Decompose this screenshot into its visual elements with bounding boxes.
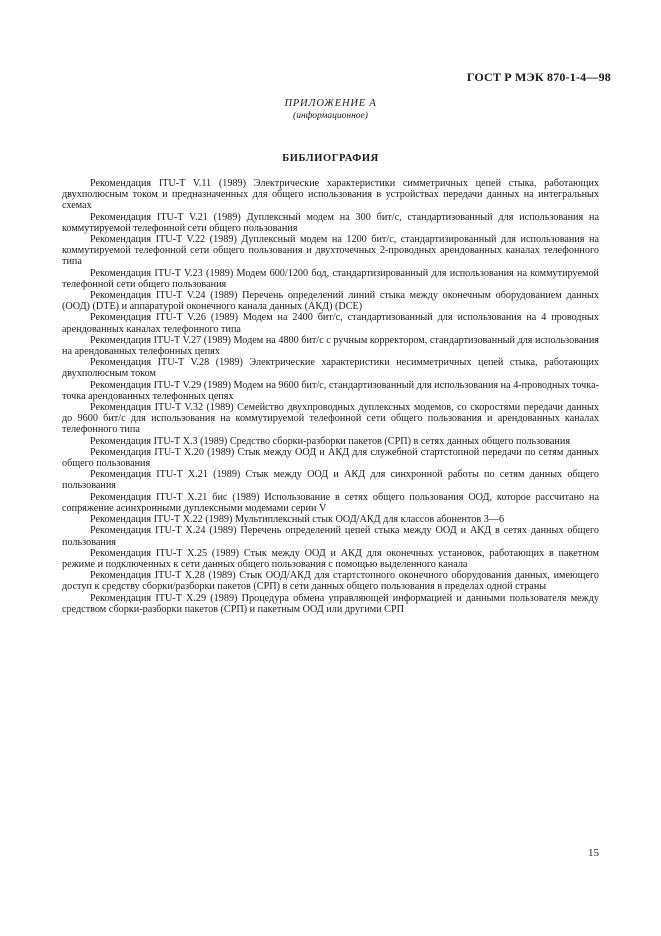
bibliography-entry: Рекомендация ITU-T V.21 (1989) Дуплексный модем на 300 бит/с, стандартизованный для использования на коммутируемой телефонной сети общего пользования [62,211,599,234]
page-number: 15 [588,847,599,859]
bibliography-entry: Рекомендация ITU-T X.21 (1989) Стык между ООД и АКД для синхронной работы по сетям данных общего пользования [62,469,599,492]
appendix-title: ПРИЛОЖЕНИЕ А [284,98,377,109]
bibliography-entry: Рекомендация ITU-T V.26 (1989) Модем на 2400 бит/с, стандартизованный для использования на 4 проводных арендованных каналах телефонного типа [62,312,599,335]
bibliography-entry: Рекомендация ITU-T V.27 (1989) Модем на 4800 бит/с с ручным корректором, стандартизованный для использования на арендованных телефонных цепях [62,334,599,358]
bibliography-entry: Рекомендация ITU-T X.21 бис (1989) Использование в сетях общего пользования ООД, которое рассчитано на сопряжение асинхронными дуплексными модемами серии V [62,491,599,514]
bibliography-entry: Рекомендация ITU-T V.29 (1989) Модем на 9600 бит/с, стандартизованный для использования на 4-проводных точка-точка арендованных телефонных цепях [62,379,599,402]
bibliography-entry: Рекомендация ITU-T V.22 (1989) Дуплексный модем на 1200 бит/с, стандартизированный для использования на коммутируемой телефонной сети общего пользования и двухточечных 2-проводных арендованных каналах телефонного типа [62,234,599,268]
appendix-heading [0,97,661,122]
bibliography-entry: Рекомендация ITU-T V.23 (1989) Модем 600/1200 бод, стандартизированный для использования на коммутируемой телефонной сети общего пользования [62,267,599,290]
bibliography-entry: Рекомендация ITU-T X.25 (1989) Стык между ООД и АКД для оконечных установок, работающих в пакетном режиме и подключенных к сети данных общего пользования с помощью выделенного канала [62,547,599,570]
bibliography-entry: Рекомендация ITU-T X.20 (1989) Стык между ООД и АКД для служебной стартстопной передачи по сетям данных общего пользования [62,446,599,470]
document-code: ГОСТ Р МЭК 870-1-4—98 [466,70,611,84]
bibliography-entry: Рекомендация ITU-T X.22 (1989) Мультиплексный стык ООД/АКД для классов абонентов 3—6 [90,514,505,526]
bibliography-entry: Рекомендация ITU-T V.28 (1989) Электрические характеристики несимметричных цепей стыка, работающих двухполюсным током [62,357,599,380]
bibliography-title: БИБЛИОГРАФИЯ [282,153,379,164]
bibliography-entry: Рекомендация ITU-T X.29 (1989) Процедура обмена управляющей информацией и данными пользователя между средством сборки-разборки пакетов (СРП) и пакетным ООД или другими СРП [62,592,599,615]
bibliography-entry: Рекомендация ITU-T V.24 (1989) Перечень определений линий стыка между оконечным оборудованием данных (ООД) (DTE) и аппаратурой оконечного канала данных (АКД) (DCE) [62,290,599,313]
bibliography-list [62,178,599,615]
bibliography-entry: Рекомендация ITU-T X.3 (1989) Средство сборки-разборки пакетов (СРП) в сетях данных общего пользования [90,435,570,447]
appendix-subtitle: (информационное) [293,111,368,121]
bibliography-entry: Рекомендация ITU-T V.11 (1989) Электрические характеристики симметричных цепей стыка, работающих двухполюсным током и предназначенных для общего использования в устройствах передачи данных на интегральных схемах [62,178,599,212]
bibliography-entry: Рекомендация ITU-T X.28 (1989) Стык ООД/АКД для стартстопного оконечного оборудования данных, имеющего доступ к средству сборки/разборки пакетов (СРП) в сети данных общего пользования в пределах одной страны [62,570,599,593]
bibliography-entry: Рекомендация ITU-T X.24 (1989) Перечень определений цепей стыка между ООД и АКД в сетях данных общего пользования [62,525,599,548]
bibliography-entry: Рекомендация ITU-T V.32 (1989) Семейство двухпроводных дуплексных модемов, со скоростями передачи данных до 9600 бит/с для использования на коммутируемой телефонной сети общего пользования и арендованных каналах телефонного типа [62,402,599,436]
